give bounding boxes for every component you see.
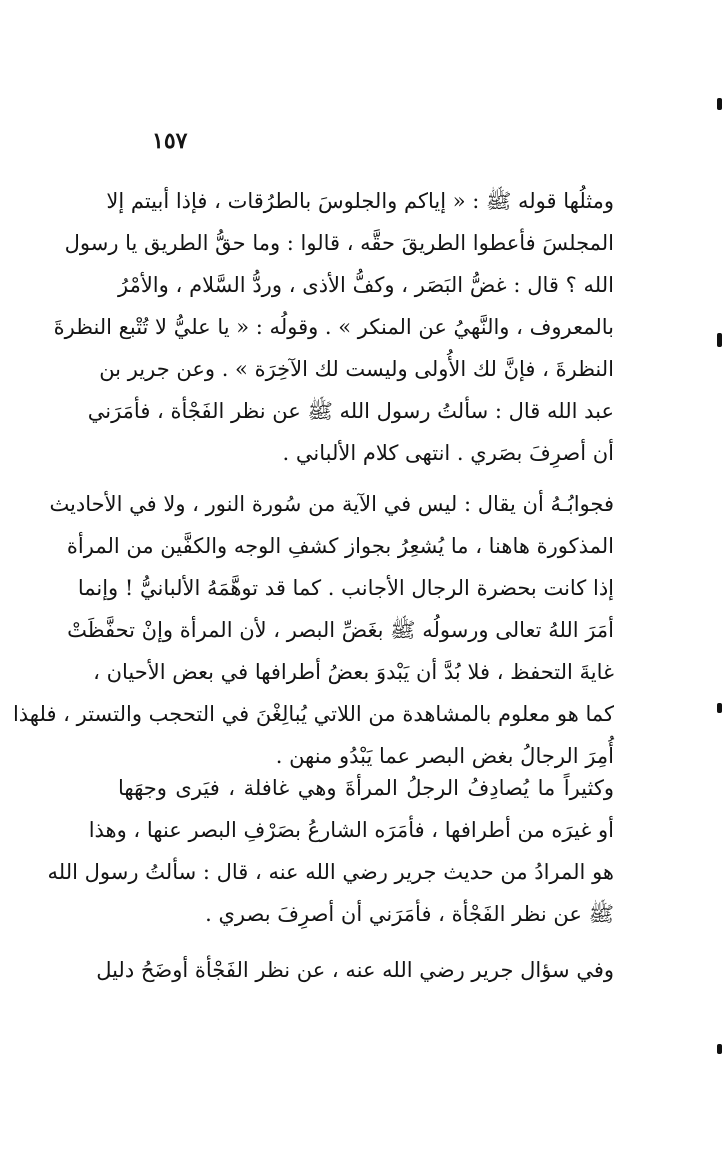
margin-mark — [717, 98, 722, 110]
margin-mark — [717, 1044, 722, 1054]
text-line: المذكورة هاهنا ، ما يُشعِرُ بجواز كشفِ الوجه والكفَّين من المرأة — [66, 534, 614, 558]
text-line: الله ؟ قال : غضُّ البَصَر ، وكفُّ الأذى ، وردُّ السَّلام ، والأمْرُ — [118, 273, 614, 297]
text-line: أن أصرِفَ بصَري . انتهى كلام الألباني . — [282, 441, 614, 465]
text-line: ومثلُها قوله ﷺ : « إياكم والجلوسَ بالطرُقات ، فإذا أبيتم إلا — [106, 189, 614, 213]
paragraph-2 — [12, 483, 614, 777]
text-line: عبد الله قال : سألتُ رسول الله ﷺ عن نظر الفَجْأة ، فأمَرَني — [87, 399, 614, 423]
text-line: كما هو معلوم بالمشاهدة من اللاتي يُبالِغْنَ في التحجب والتستر ، فلهذا — [12, 702, 614, 726]
paragraph-1 — [53, 180, 614, 474]
text-line: فجوابُـهُ أن يقال : ليس في الآية من سُورة النور ، ولا في الأحاديث — [49, 492, 614, 516]
text-line: بالمعروف ، والنَّهيُ عن المنكر » . وقولُه : « يا عليُّ لا تُتْبع النظرةَ — [53, 315, 614, 339]
text-line: ﷺ عن نظر الفَجْأة ، فأمَرَني أن أصرِفَ بصري . — [205, 902, 614, 926]
text-line: أمَرَ اللهُ تعالى ورسولُه ﷺ بغَضِّ البصر ، لأن المرأة وإنْ تحفَّظَتْ — [67, 618, 614, 642]
text-line: وفي سؤال جرير رضي الله عنه ، عن نظر الفَجْأة أوضَحُ دليل — [96, 958, 614, 982]
text-line: أُمِرَ الرجالُ بغض البصر عما يَبْدُو منهن . — [275, 744, 614, 768]
text-line: أو غيرَه من أطرافها ، فأمَرَه الشارعُ بصَرْفِ البصر عنها ، وهذا — [88, 818, 614, 842]
page-number: ١٥٧ — [152, 128, 188, 154]
margin-mark — [717, 703, 722, 713]
text-line: النظرةَ ، فإنَّ لك الأُولى وليست لك الآخِرَة » . وعن جرير بن — [99, 357, 614, 381]
paragraph-4 — [96, 949, 614, 991]
text-line: غايةَ التحفظ ، فلا بُدَّ أن يَبْدوَ بعضُ أطرافها في بعض الأحيان ، — [93, 660, 614, 684]
text-line: إذا كانت بحضرة الرجال الأجانب . كما قد توهَّمَهُ الألبانيُّ ! وإنما — [77, 576, 614, 600]
text-line: المجلسَ فأعطوا الطريقَ حقَّه ، قالوا : وما حقُّ الطريق يا رسول — [64, 231, 614, 255]
margin-mark — [717, 333, 722, 347]
text-line: هو المرادُ من حديث جرير رضي الله عنه ، قال : سألتُ رسول الله — [47, 860, 614, 884]
paragraph-3 — [47, 767, 614, 935]
text-line: وكثيراً ما يُصادِفُ الرجلُ المرأةَ وهي غافلة ، فيَرى وجهَها — [118, 776, 614, 800]
